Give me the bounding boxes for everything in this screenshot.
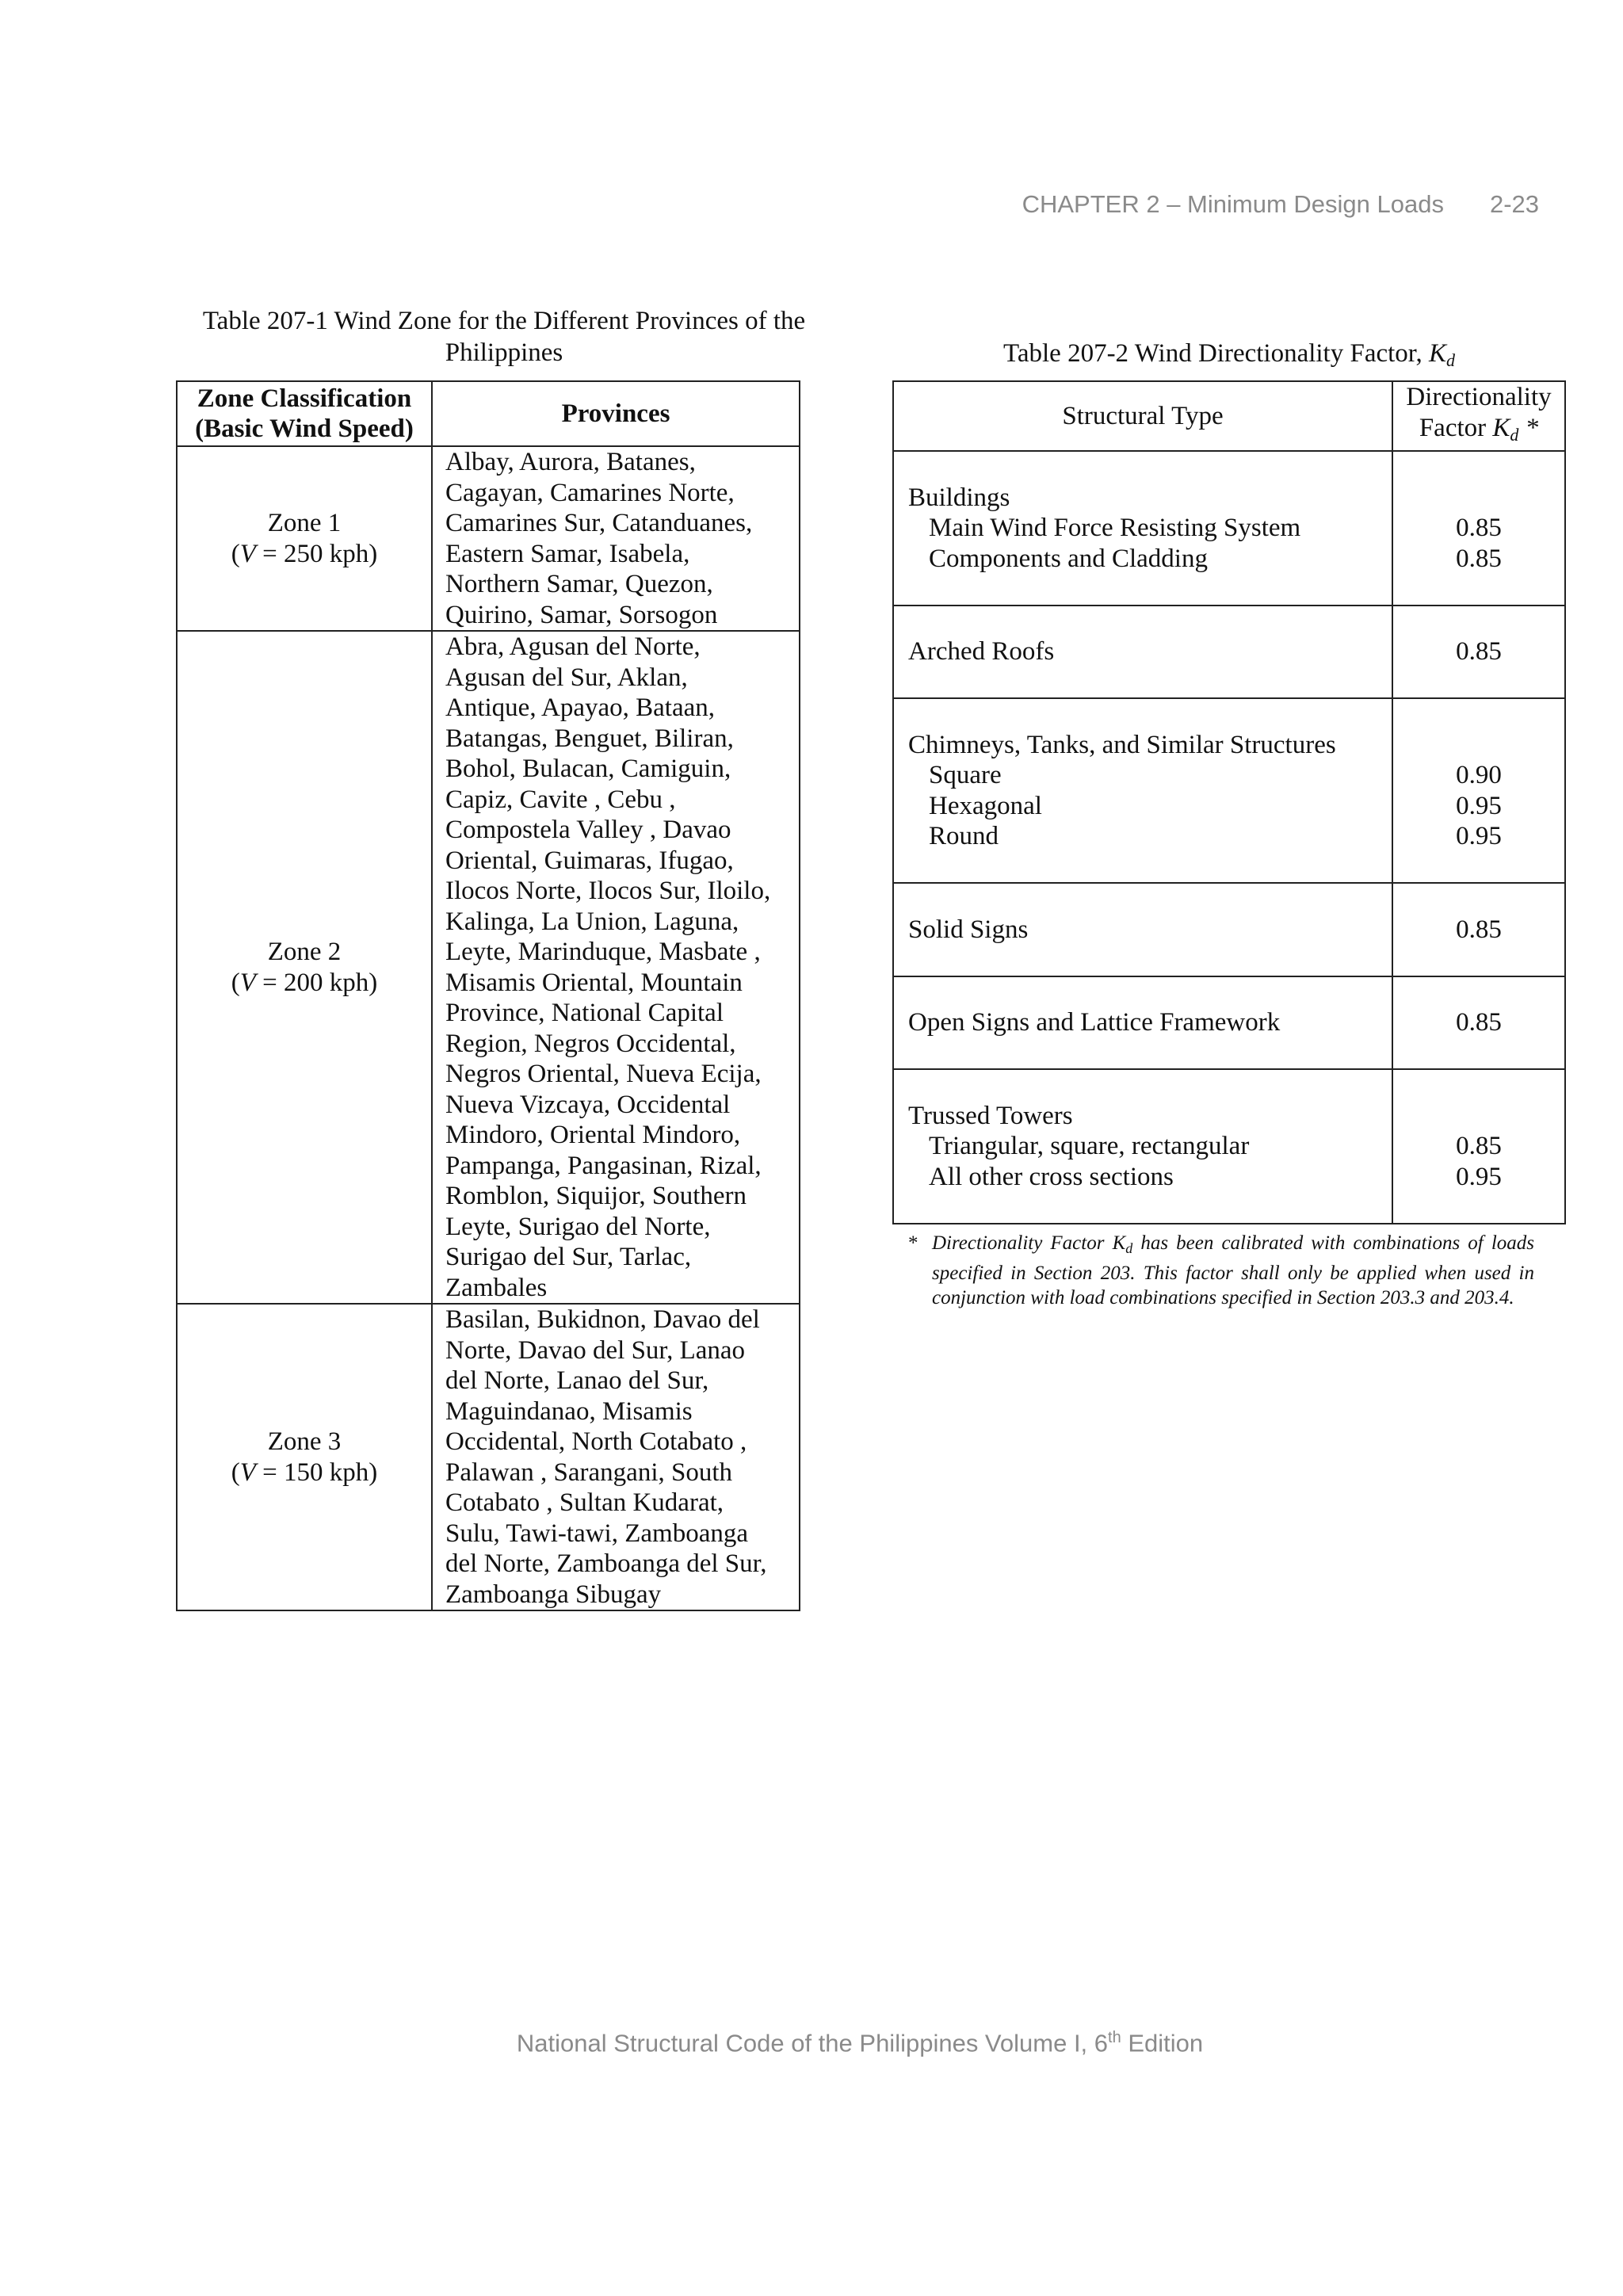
factor-value: 0.85 <box>1456 1008 1502 1037</box>
blank-line <box>908 884 1377 915</box>
province-line: Mindoro, Oriental Mindoro, <box>445 1121 741 1149</box>
blank-line <box>1393 483 1564 514</box>
zone-cell <box>177 631 432 1304</box>
footnote-text-before: Directionality Factor <box>932 1232 1105 1254</box>
factor-value: 0.95 <box>1456 822 1502 850</box>
blank-line <box>1393 1192 1564 1223</box>
chapter-title: CHAPTER 2 – Minimum Design Loads <box>1022 190 1444 218</box>
province-line: Region, Negros Occidental, <box>445 1029 736 1058</box>
province-line: Misamis Oriental, Mountain <box>445 968 743 997</box>
table1-header-row <box>177 381 800 446</box>
province-line: Kalinga, La Union, Laguna, <box>445 907 739 936</box>
province-line: Capiz, Cavite , Cebu , <box>445 785 676 814</box>
structure-row <box>893 451 1565 606</box>
table2-caption-text: Table 207-2 Wind Directionality Factor, <box>1003 339 1423 368</box>
zone-cell <box>177 446 432 631</box>
province-line: Nueva Vizcaya, Occidental <box>445 1090 731 1119</box>
table2-body <box>893 451 1565 1224</box>
province-line: Compostela Valley , Davao <box>445 816 731 844</box>
structure-row <box>893 698 1565 883</box>
province-line: Albay, Aurora, Batanes, <box>445 448 696 476</box>
blank-line <box>1393 884 1564 915</box>
factor-header-mark: * <box>1518 413 1539 442</box>
blank-line <box>1393 1070 1564 1101</box>
blank-line <box>908 1192 1377 1223</box>
factor-cell <box>1392 698 1565 883</box>
factor-value: 0.85 <box>1456 915 1502 944</box>
province-line: Maguindanao, Misamis <box>445 1396 693 1426</box>
province-line: Bohol, Bulacan, Camiguin, <box>445 755 731 783</box>
province-line: Camarines Sur, Catanduanes, <box>445 509 753 537</box>
footnote-subscript: d <box>1125 1240 1133 1256</box>
factor-header-symbol: K <box>1492 413 1510 442</box>
province-line: Batangas, Benguet, Biliran, <box>445 724 734 753</box>
structure-type-cell <box>893 451 1392 606</box>
province-line: Oriental, Guimaras, Ifugao, <box>445 846 734 875</box>
page-number: 2-23 <box>1489 190 1539 218</box>
structure-subtype: All other cross sections <box>929 1162 1174 1191</box>
province-line: Quirino, Samar, Sorsogon <box>445 600 718 629</box>
blank-line <box>908 606 1377 637</box>
province-line: Negros Oriental, Nueva Ecija, <box>445 1060 762 1088</box>
footer-superscript: th <box>1108 2029 1121 2046</box>
table2-header-row <box>893 381 1565 451</box>
structure-subtype: Round <box>929 822 999 850</box>
province-line: Cagayan, Camarines Norte, <box>445 478 735 507</box>
factor-cell <box>1392 606 1565 699</box>
directionality-footnote <box>908 1231 1534 1310</box>
blank-line <box>908 667 1377 698</box>
wind-speed-value: = 200 kph <box>262 968 369 997</box>
footnote-text-after: has been calibrated with combinations of loads specified in Section 203. This factor shall only be applied when used in conjunction with load combinations specified in Section 203.3 and 203.4. <box>932 1232 1534 1308</box>
factor-cell <box>1392 451 1565 606</box>
zone-wind-speed: (V = 200 kph) <box>231 968 378 997</box>
wind-speed-symbol: V <box>239 1457 256 1487</box>
blank-line <box>1393 1038 1564 1069</box>
zone-wind-speed: (V = 250 kph) <box>231 539 378 568</box>
footer-text-after: Edition <box>1121 2029 1204 2057</box>
blank-line <box>908 945 1377 976</box>
directionality-factor-table <box>892 380 1566 1224</box>
wind-speed-symbol: V <box>239 968 256 997</box>
factor-cell <box>1392 883 1565 976</box>
province-line: Basilan, Bukidnon, Davao del <box>445 1305 760 1334</box>
structure-label: Open Signs and Lattice Framework <box>908 1008 1281 1037</box>
zone-row <box>177 1304 800 1610</box>
province-line: Surigao del Sur, Tarlac, <box>445 1243 692 1271</box>
factor-value: 0.85 <box>1456 544 1502 573</box>
wind-zone-table <box>176 380 800 1611</box>
structure-subtype: Components and Cladding <box>929 544 1208 573</box>
factor-header-line1: Directionality <box>1406 383 1552 411</box>
zone-row <box>177 631 800 1304</box>
province-line: Abra, Agusan del Norte, <box>445 632 701 661</box>
table1-caption: Table 207-1 Wind Zone for the Different Provinces of the Philippines <box>202 307 806 367</box>
blank-line <box>908 852 1377 883</box>
factor-value: 0.90 <box>1456 761 1502 789</box>
province-line: del Norte, Lanao del Sur, <box>445 1366 709 1395</box>
blank-line <box>908 1038 1377 1069</box>
zone-name: Zone 3 <box>267 1427 342 1456</box>
blank-line <box>1393 606 1564 637</box>
page-header <box>1022 190 1539 219</box>
footnote-symbol: K <box>1112 1232 1126 1254</box>
structural-type-header: Structural Type <box>893 381 1392 451</box>
blank-line <box>908 699 1377 730</box>
zone-name: Zone 1 <box>267 509 342 537</box>
footnote-text <box>932 1231 1534 1310</box>
structure-subtype: Triangular, square, rectangular <box>929 1132 1250 1160</box>
factor-value: 0.85 <box>1456 637 1502 666</box>
blank-line <box>1393 977 1564 1008</box>
blank-line <box>1393 945 1564 976</box>
table2-caption-symbol: K <box>1428 339 1446 368</box>
factor-cell <box>1392 1069 1565 1224</box>
province-line: Province, National Capital <box>445 999 724 1027</box>
province-line: Leyte, Marinduque, Masbate , <box>445 938 761 966</box>
blank-line <box>908 574 1377 605</box>
footnote-mark: * <box>908 1232 918 1254</box>
structure-type-cell <box>893 698 1392 883</box>
province-line: Palawan , Sarangani, South <box>445 1457 733 1487</box>
blank-line <box>1393 730 1564 761</box>
blank-line <box>1393 699 1564 730</box>
structure-heading: Buildings <box>908 483 1010 512</box>
page-footer <box>0 2029 1623 2057</box>
footer-text: National Structural Code of the Philippines Volume I, 6 <box>516 2029 1109 2057</box>
factor-cell <box>1392 976 1565 1070</box>
wind-speed-symbol: V <box>239 539 256 568</box>
blank-line <box>1393 852 1564 883</box>
zone-header-line1: Zone Classification <box>197 384 412 413</box>
blank-line <box>1393 667 1564 698</box>
structure-heading: Trussed Towers <box>908 1101 1073 1130</box>
blank-line <box>908 452 1377 483</box>
zone-row <box>177 446 800 631</box>
zone-name: Zone 2 <box>267 938 342 966</box>
structure-type-cell <box>893 976 1392 1070</box>
structure-type-cell <box>893 1069 1392 1224</box>
province-line: Agusan del Sur, Aklan, <box>445 663 688 692</box>
zone-wind-speed: (V = 150 kph) <box>231 1457 378 1487</box>
structure-subtype: Main Wind Force Resisting System <box>929 514 1301 542</box>
blank-line <box>1393 452 1564 483</box>
province-line: Pampanga, Pangasinan, Rizal, <box>445 1151 762 1180</box>
province-line: Antique, Apayao, Bataan, <box>445 693 715 722</box>
table2-caption-subscript: d <box>1445 350 1455 370</box>
province-line: Norte, Davao del Sur, Lanao <box>445 1335 746 1365</box>
province-line: Zambales <box>445 1273 548 1302</box>
zone-cell <box>177 1304 432 1610</box>
provinces-cell <box>432 1304 800 1610</box>
provinces-cell <box>432 631 800 1304</box>
structure-row <box>893 976 1565 1070</box>
province-line: del Norte, Zamboanga del Sur, <box>445 1549 767 1578</box>
blank-line <box>1393 1101 1564 1132</box>
structure-subtype: Hexagonal <box>929 791 1042 820</box>
province-line: Sulu, Tawi-tawi, Zamboanga <box>445 1519 748 1548</box>
zone-header-line2: (Basic Wind Speed) <box>195 415 414 443</box>
structure-row <box>893 883 1565 976</box>
structure-subtype: Square <box>929 761 1002 789</box>
blank-line <box>1393 574 1564 605</box>
factor-header-line2 <box>1393 413 1564 451</box>
factor-value: 0.85 <box>1456 1132 1502 1160</box>
province-line: Ilocos Norte, Ilocos Sur, Iloilo, <box>445 877 771 905</box>
province-line: Eastern Samar, Isabela, <box>445 539 690 568</box>
table1-body <box>177 446 800 1610</box>
blank-line <box>908 977 1377 1008</box>
structure-label: Arched Roofs <box>908 637 1055 666</box>
wind-speed-value: = 150 kph <box>262 1457 369 1487</box>
wind-speed-value: = 250 kph <box>262 539 369 568</box>
province-line: Northern Samar, Quezon, <box>445 570 713 598</box>
structure-heading: Chimneys, Tanks, and Similar Structures <box>908 730 1336 759</box>
structure-label: Solid Signs <box>908 915 1029 944</box>
factor-header-subscript: d <box>1510 424 1519 445</box>
structure-type-cell <box>893 883 1392 976</box>
table2-caption <box>892 338 1566 376</box>
province-line: Occidental, North Cotabato , <box>445 1427 747 1456</box>
structure-row <box>893 1069 1565 1224</box>
provinces-cell <box>432 446 800 631</box>
structure-row <box>893 606 1565 699</box>
province-line: Romblon, Siquijor, Southern <box>445 1182 747 1210</box>
factor-header-word: Factor <box>1419 413 1487 442</box>
factor-value: 0.85 <box>1456 514 1502 542</box>
blank-line <box>908 1070 1377 1101</box>
directionality-factor-header <box>1392 381 1565 451</box>
provinces-header: Provinces <box>432 381 800 446</box>
structure-type-cell <box>893 606 1392 699</box>
province-line: Cotabato , Sultan Kudarat, <box>445 1488 724 1517</box>
factor-value: 0.95 <box>1456 1162 1502 1191</box>
zone-classification-header <box>177 381 432 446</box>
province-line: Zamboanga Sibugay <box>445 1580 662 1609</box>
province-line: Leyte, Surigao del Norte, <box>445 1212 711 1241</box>
factor-value: 0.95 <box>1456 791 1502 820</box>
